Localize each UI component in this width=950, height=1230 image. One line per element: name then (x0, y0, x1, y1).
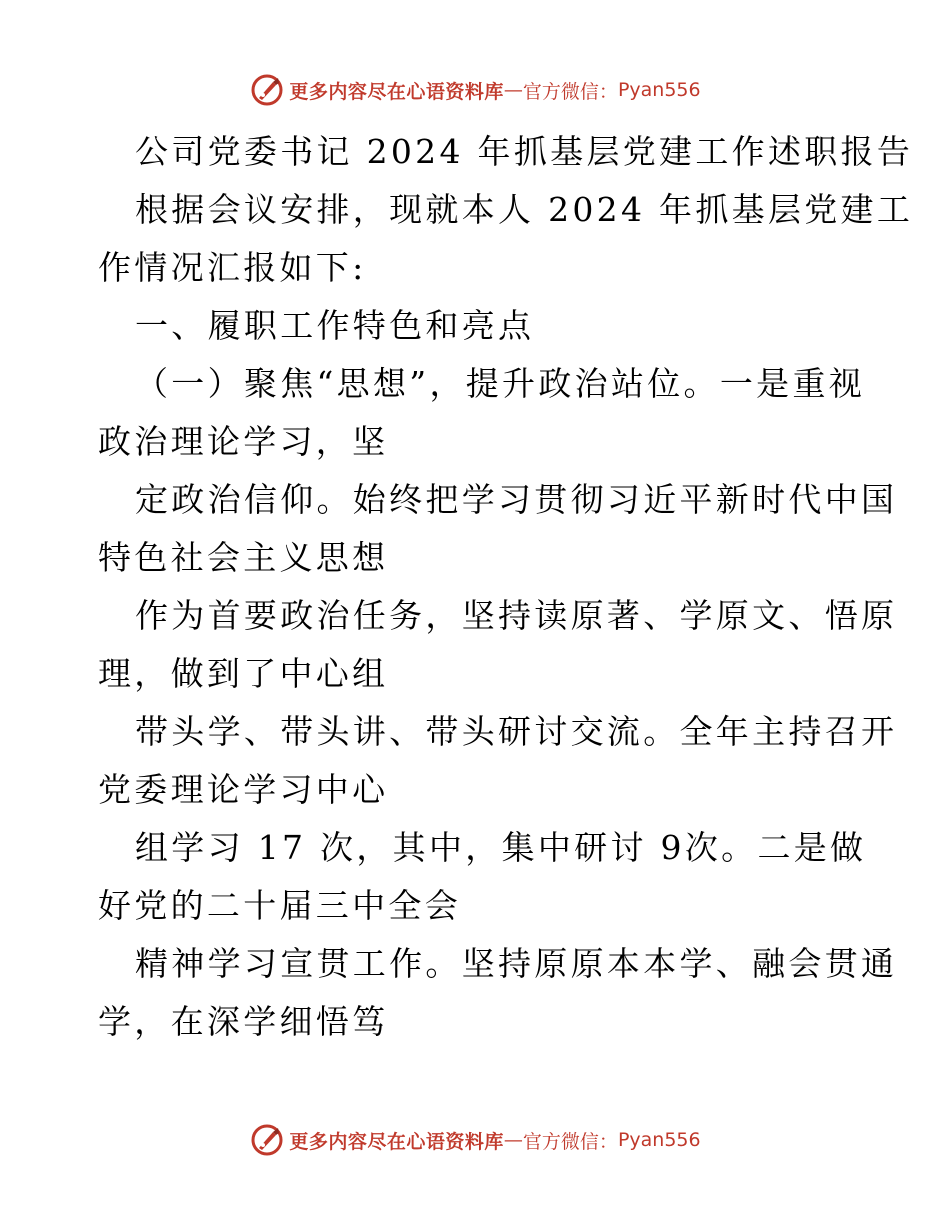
document-body (98, 123, 914, 1051)
pen-nib-logo-icon (249, 1122, 285, 1158)
banner-label: 官方微信： (522, 80, 618, 103)
banner-separator: — (503, 1129, 523, 1151)
text-line: 作为首要政治任务，坚持读原著、学原文、悟原 (135, 596, 898, 635)
text-line: 特色社会主义思想 (98, 538, 389, 577)
header-watermark-banner (0, 70, 950, 110)
text-line: 带头学、带头讲、带头研讨交流。全年主持召开 (135, 712, 898, 751)
text-line: 公司党委书记 2024 年抓基层党建工作述职报告 (135, 132, 914, 171)
banner-text: 更多内容尽在心语资料库 (289, 80, 504, 103)
text-line: 学，在深学细悟笃 (98, 1002, 389, 1041)
text-line: 政治理论学习，坚 (98, 422, 389, 461)
text-line: 组学习 17 次，其中，集中研讨 9次。二是做 (135, 828, 867, 867)
text-line: 精神学习宣贯工作。坚持原原本本学、融会贯通 (135, 944, 898, 983)
banner-label: 官方微信： (522, 1130, 618, 1153)
footer-watermark-banner (0, 1120, 950, 1160)
banner-separator: — (503, 79, 523, 101)
text-line: 根据会议安排，现就本人 2024 年抓基层党建工 (135, 190, 914, 229)
banner-account: Pyan556 (617, 79, 701, 101)
text-line: 好党的二十届三中全会 (98, 886, 461, 925)
text-line: 理，做到了中心组 (98, 654, 389, 693)
text-line: 党委理论学习中心 (98, 770, 389, 809)
pen-nib-logo-icon (249, 72, 285, 108)
text-line: （一）聚焦“思想”，提升政治站位。一是重视 (135, 364, 866, 403)
banner-text: 更多内容尽在心语资料库 (289, 1130, 504, 1153)
banner-account: Pyan556 (617, 1129, 701, 1151)
text-line: 作情况汇报如下: (98, 248, 367, 287)
section-heading: 一、履职工作特色和亮点 (135, 306, 535, 345)
text-line: 定政治信仰。始终把学习贯彻习近平新时代中国 (135, 480, 898, 519)
